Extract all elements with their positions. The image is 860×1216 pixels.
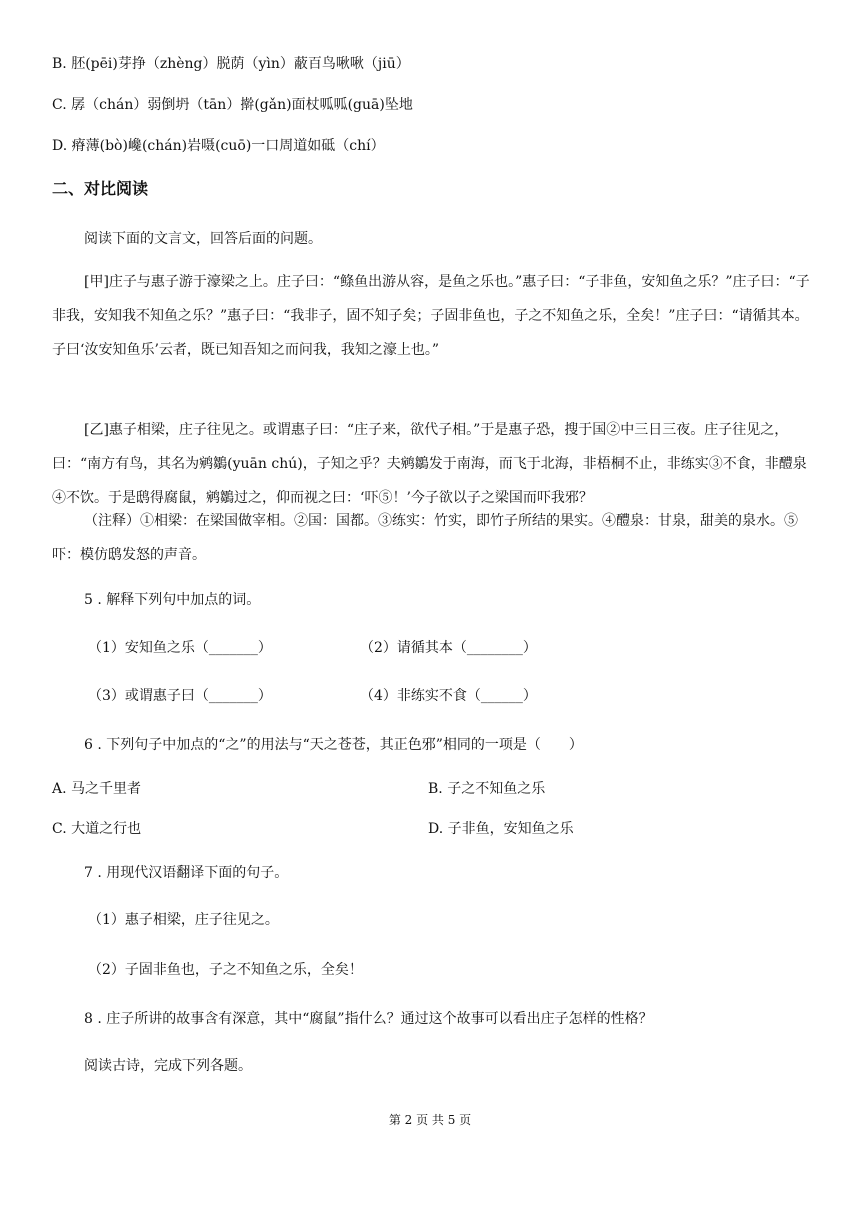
- page-number: 第 2 页 共 5 页: [388, 1113, 472, 1127]
- question-7-item-1: （1）惠子相梁，庄子往见之。: [88, 912, 279, 928]
- question-6-option-a: A. 马之千里者: [52, 781, 142, 797]
- option-d: D. 瘠薄(bò)巉(chán)岩嗫(cuō)一口周道如砥（chí）: [52, 138, 385, 154]
- question-6-stem: 6 . 下列句子中加点的“之”的用法与“天之苍苍，其正色邪”相同的一项是（ ）: [84, 737, 583, 753]
- question-5-stem: 5 . 解释下列句中加点的词。: [84, 592, 261, 608]
- question-7-item-2: （2）子固非鱼也，子之不知鱼之乐，全矣！: [88, 962, 363, 978]
- question-5-item-3: （3）或谓惠子曰（_______）: [88, 688, 272, 704]
- passage-yi: [乙]惠子相梁，庄子往见之。或谓惠子曰：“庄子来，欲代子相。”于是惠子恐，搜于国②中三日三夜。庄子往见之，曰：“南方有鸟，其名为鹓鶵(yuān chú)，子知之乎？夫鹓鶵发于南海，而飞于北海，非梧桐不止，非练实③不食，非醴泉④不饮。于是鸱得腐鼠，鹓鶵过之，仰而视之曰：‘吓⑤！’今子欲以子之梁国而吓我邪？: [52, 422, 807, 506]
- question-5-item-4: （4）非练实不食（______）: [360, 688, 537, 704]
- option-c: C. 孱（chán）弱倒坍（tān）擀(gǎn)面杖呱呱(guā)坠地: [52, 97, 413, 113]
- question-7-stem: 7 . 用现代汉语翻译下面的句子。: [84, 865, 289, 881]
- section-title: 二、对比阅读: [52, 179, 149, 198]
- annotation-notes: （注释）①相梁：在梁国做宰相。②国：国都。③练实：竹实，即竹子所结的果实。④醴泉：甘泉，甜美的泉水。⑤吓：模仿鸱发怒的声音。: [52, 513, 798, 563]
- option-b: B. 胚(pēi)芽挣（zhèng）脱荫（yìn）蔽百鸟啾啾（jiū）: [52, 56, 410, 72]
- question-6-option-b: B. 子之不知鱼之乐: [428, 781, 546, 797]
- question-6-option-c: C. 大道之行也: [52, 821, 142, 837]
- question-6-option-d: D. 子非鱼，安知鱼之乐: [428, 821, 574, 837]
- question-5-item-2: （2）请循其本（________）: [360, 640, 537, 656]
- next-reading-instruction: 阅读古诗，完成下列各题。: [84, 1058, 252, 1074]
- reading-instruction: 阅读下面的文言文，回答后面的问题。: [84, 231, 322, 247]
- passage-jia: [甲]庄子与惠子游于濠梁之上。庄子曰：“鲦鱼出游从容，是鱼之乐也。”惠子曰：“子非鱼，安知鱼之乐？”庄子曰：“子非我，安知我不知鱼之乐？”惠子曰：“我非子，固不知子矣；子固非鱼也，子之不知鱼之乐，全矣！”庄子曰：“请循其本。子曰‘汝安知鱼乐’云者，既已知吾知之而问我，我知之濠上也。”: [52, 274, 810, 358]
- question-5-item-1: （1）安知鱼之乐（_______）: [88, 640, 272, 656]
- question-8-stem: 8 . 庄子所讲的故事含有深意，其中“腐鼠”指什么？通过这个故事可以看出庄子怎样的性格？: [84, 1011, 653, 1027]
